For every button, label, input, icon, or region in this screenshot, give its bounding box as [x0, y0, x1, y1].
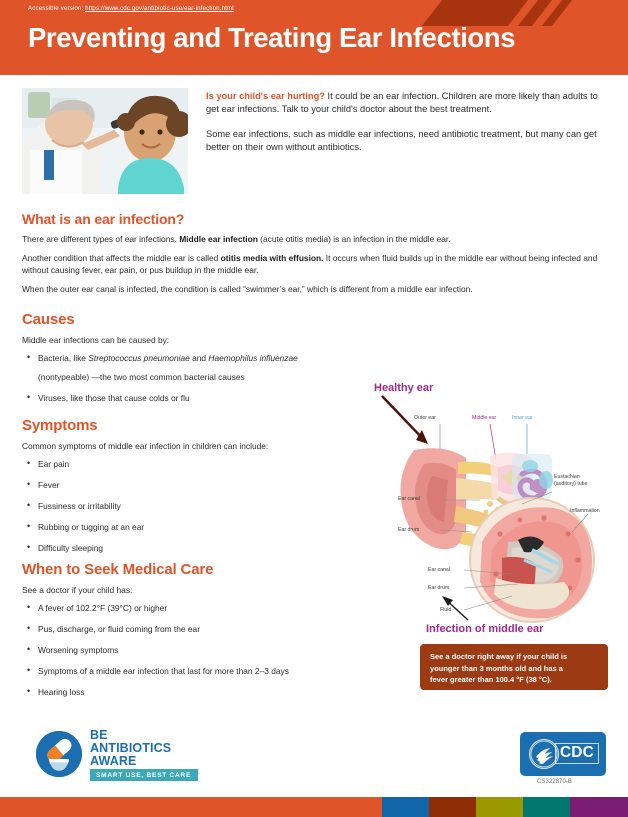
section-heading-causes: Causes — [22, 311, 75, 328]
warning-line-2: younger than 3 months old and has a — [430, 663, 563, 673]
bar-segment-purple — [570, 797, 628, 817]
intro-paragraph-1-rest: It could be an ear infection. Children are more likely than adults to get ear infections. Talk to your child's doctor about the best treatment. — [206, 91, 598, 115]
care-intro: See a doctor if your child has: — [22, 585, 133, 595]
diagram-label-inflammation: Inflammation — [570, 508, 600, 514]
eustachian-line-2: (auditory) tube — [554, 480, 588, 487]
list-item: • Viruses, like those that cause colds or flu — [22, 392, 382, 404]
list-item: • Pus, discharge, or fluid coming from the ear — [22, 623, 402, 635]
accessible-version-link[interactable]: https://www.cdc.gov/antibiotic-use/ear-infection.html — [85, 5, 234, 12]
what-p1-c: (acute otitis media) is an infection in the middle ear. — [257, 234, 451, 244]
diagram-label-fluid: Fluid — [440, 607, 452, 613]
bottom-color-bar — [0, 797, 628, 817]
what-paragraph-2 — [22, 252, 608, 277]
cdc-wordmark: CDC — [555, 743, 599, 764]
warning-line-1: See a doctor right away if your child is — [430, 652, 568, 661]
list-item — [22, 352, 382, 383]
causes-b1-italic-1: Streptococcus pneumoniae — [88, 352, 190, 363]
pill-glyph — [36, 731, 82, 777]
diagram-label-middle-ear: Middle ear — [472, 415, 497, 421]
symptoms-intro: Common symptoms of middle ear infection in children can include: — [22, 441, 269, 451]
baa-line-2: ANTIBIOTICS — [90, 741, 172, 755]
diagram-label-eustachian-tube — [554, 474, 587, 487]
page-title: Preventing and Treating Ear Infections — [28, 22, 516, 53]
page-header — [0, 0, 628, 75]
diagram-label-ear-drum-top: Ear drum — [398, 527, 420, 533]
diagram-label-ear-drum-bottom: Ear drum — [428, 585, 450, 591]
what-paragraph-3: When the outer ear canal is infected, the condition is called “swimmer’s ear,” which is different from a middle ear infection. — [22, 283, 473, 294]
what-p1-bold: Middle ear infection — [179, 234, 258, 244]
intro-paragraph-2: Some ear infections, such as middle ear infections, need antibiotic treatment, but many can get better on their own without antibiotics. — [206, 128, 597, 153]
causes-intro: Middle ear infections can be caused by: — [22, 335, 170, 345]
accessible-version-label: Accessible version: — [28, 5, 84, 12]
section-when-to-seek-care — [22, 561, 402, 708]
care-list — [22, 602, 402, 699]
bar-segment-teal — [523, 797, 570, 817]
list-item: • Fussiness or irritability — [22, 500, 382, 512]
section-symptoms — [22, 417, 382, 564]
warning-line-3: fever greater than 100.4 °F (38 °C). — [430, 675, 552, 685]
list-item: • Rubbing or tugging at an ear — [22, 521, 382, 533]
intro-paragraph-1 — [206, 90, 606, 117]
eustachian-line-1: Eustachian — [554, 474, 580, 480]
ear-anatomy-diagram — [372, 382, 624, 637]
page-footer — [0, 716, 628, 791]
list-item: • Ear pain — [22, 458, 382, 470]
diagram-label-outer-ear: Outer ear — [414, 415, 436, 421]
diagram-label-inner-ear: Inner ear — [512, 415, 533, 421]
bar-segment-blue — [382, 797, 429, 817]
bar-segment-olive — [476, 797, 523, 817]
hhs-bird-glyph — [530, 740, 558, 768]
intro-text-block — [206, 90, 606, 155]
section-what-is-ear-infection — [22, 211, 608, 301]
what-paragraph-1 — [22, 233, 608, 246]
diagram-label-healthy-ear: Healthy ear — [374, 382, 434, 394]
causes-list — [22, 352, 382, 405]
photo-illustration — [22, 88, 188, 194]
diagram-label-ear-canal-top: Ear canal — [398, 496, 420, 502]
symptoms-list — [22, 458, 382, 555]
diagram-label-ear-canal-bottom: Ear canal — [428, 567, 450, 573]
accessible-version-line — [28, 5, 234, 12]
list-item: • Hearing loss — [22, 686, 402, 698]
causes-b1-a: Bacteria, like — [38, 352, 89, 363]
what-p2-a: Another condition that affects the middle ear is called — [22, 252, 221, 263]
be-antibiotics-aware-wordmark — [90, 729, 171, 768]
intro-lead-question: Is your child's ear hurting? — [206, 91, 325, 101]
doctor-examining-child-photo — [22, 88, 188, 194]
list-item: • Worsening symptoms — [22, 644, 402, 656]
urgent-care-warning-box — [420, 644, 608, 690]
causes-b1-continuation: (nontypeable) —the two most common bacterial causes — [38, 371, 245, 382]
baa-line-3: AWARE — [90, 754, 137, 768]
bar-segment-dark-red — [429, 797, 476, 817]
baa-line-1: BE — [90, 728, 108, 742]
section-causes — [22, 311, 382, 413]
cs-number: CS322870-B — [537, 779, 572, 785]
cdc-logo — [520, 732, 606, 776]
list-item: • Fever — [22, 479, 382, 491]
diagram-label-infection-middle-ear: Infection of middle ear — [426, 623, 544, 635]
what-p2-c: It occurs when fluid builds up in the middle ear without being infected and without causing fever, ear pain, or pus buildup in the middle ear. — [22, 252, 598, 276]
bar-segment-orange — [0, 797, 382, 817]
causes-b1-b: and — [189, 352, 209, 363]
list-item: • Symptoms of a middle ear infection that last for more than 2–3 days — [22, 665, 402, 677]
causes-b1-italic-2: Haemophilus influenzae — [208, 352, 298, 363]
be-antibiotics-aware-logo — [36, 729, 226, 781]
list-item: • A fever of 102.2°F (39°C) or higher — [22, 602, 402, 614]
what-p1-a: There are different types of ear infections. — [22, 234, 180, 244]
section-heading-what: What is an ear infection? — [22, 211, 185, 227]
pill-circle-icon — [36, 731, 82, 777]
what-p2-bold: otitis media with effusion. — [220, 252, 324, 263]
baa-tagline: SMART USE, BEST CARE — [90, 769, 198, 781]
section-heading-care: When to Seek Medical Care — [22, 561, 214, 578]
section-heading-symptoms: Symptoms — [22, 417, 98, 434]
list-item: • Difficulty sleeping — [22, 542, 382, 554]
